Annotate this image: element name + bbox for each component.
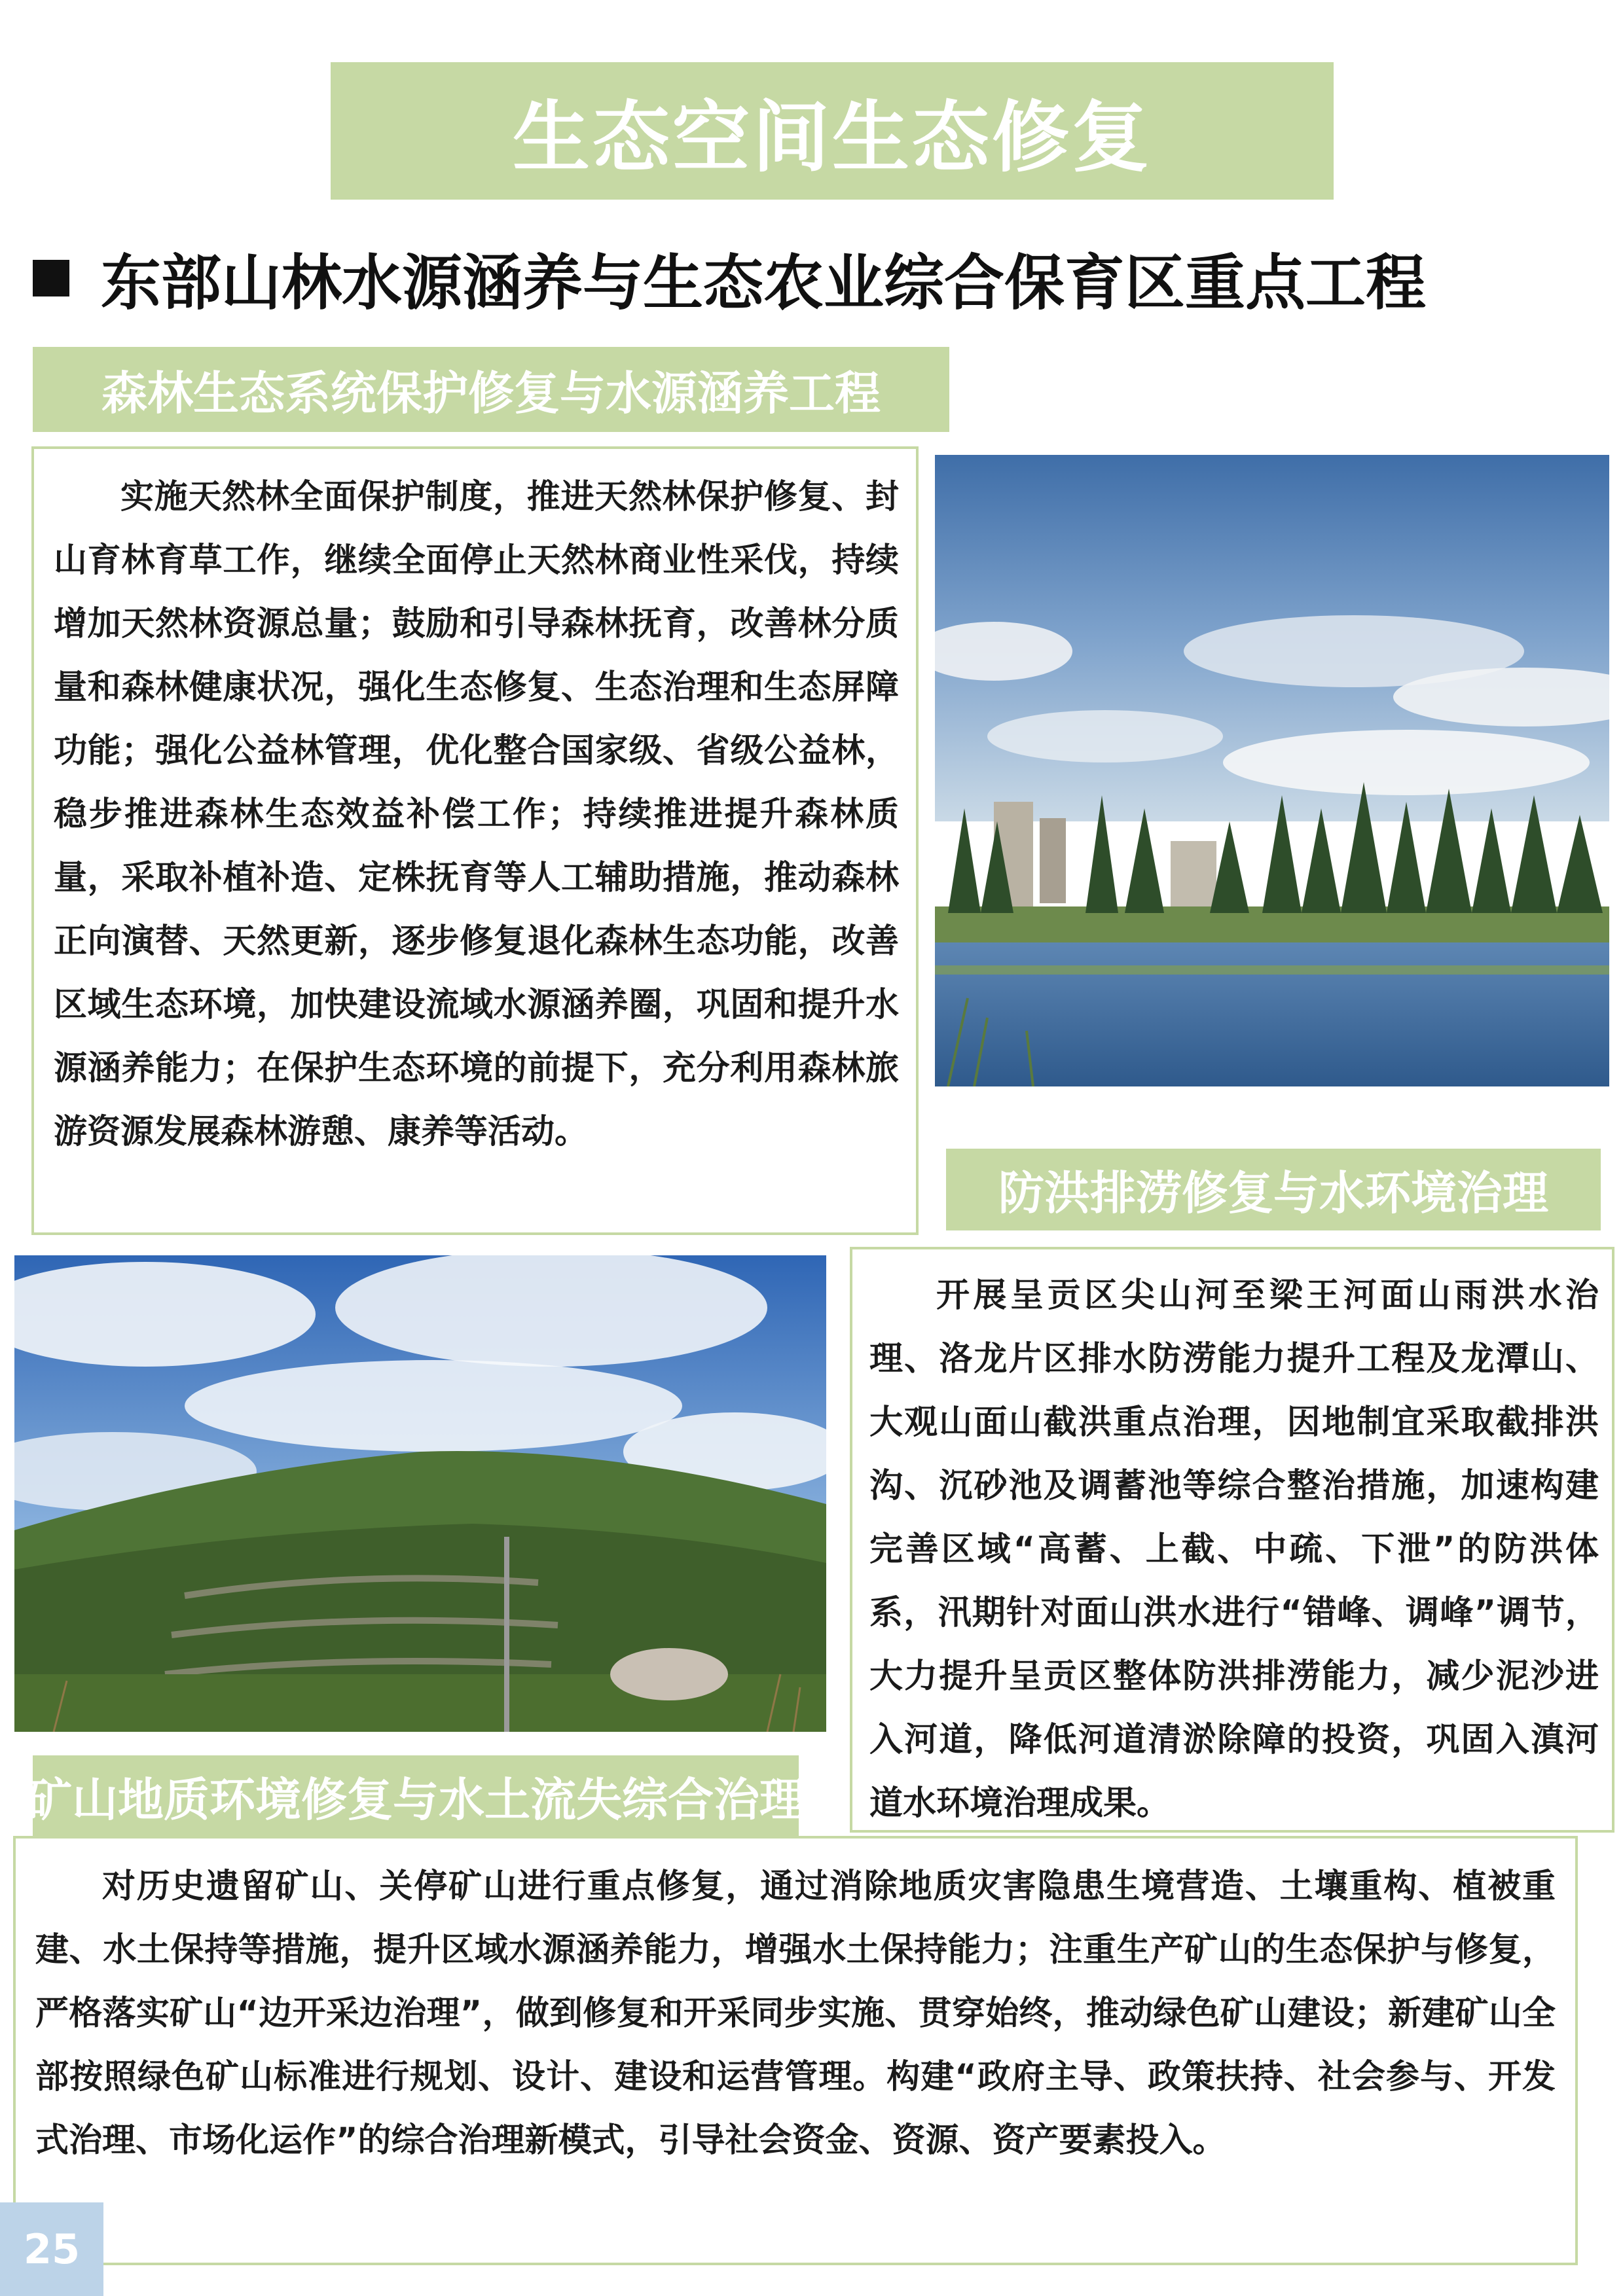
section-heading <box>33 236 1591 321</box>
section-heading-text: 东部山林水源涵养与生态农业综合保育区重点工程 <box>101 248 1427 318</box>
flood-section-body: 开展呈贡区尖山河至梁王河面山雨洪水治理、洛龙片区排水防涝能力提升工程及龙潭山、大观山面山截洪重点治理，因地制宜采取截排洪沟、沉砂池及调蓄池等综合整治措施，加速构建完善区域“高蓄、上截、中疏、下泄”的防洪体系，汛期针对面山洪水进行“错峰、调峰”调节，大力提升呈贡区整体防洪排涝能力，减少泥沙进入河道，降低河道清淤除障的投资，巩固入滇河道水环境治理成果。 <box>869 1276 1599 1823</box>
mine-section-body: 对历史遗留矿山、关停矿山进行重点修复，通过消除地质灾害隐患生境营造、土壤重构、植被重建、水土保持等措施，提升区域水源涵养能力，增强水土保持能力；注重生产矿山的生态保护与修复，严格落实矿山“边开采边治理”，做到修复和开采同步实施、贯穿始终，推动绿色矿山建设；新建矿山全部按照绿色矿山标准进行规划、设计、建设和运营管理。构建“政府主导、政策扶持、社会参与、开发式治理、市场化运作”的综合治理新模式，引导社会资金、资源、资产要素投入。 <box>35 1867 1556 2160</box>
forest-section-textbox <box>31 446 919 1235</box>
lake-forest-photo <box>935 455 1609 1086</box>
hill-terrace-photo <box>14 1255 826 1732</box>
forest-section-title: 森林生态系统保护修复与水源涵养工程 <box>101 366 881 420</box>
flood-section-title: 防洪排涝修复与水环境治理 <box>998 1166 1548 1220</box>
flood-section-banner <box>946 1149 1601 1230</box>
page-number-badge <box>0 2202 103 2296</box>
main-title-banner <box>331 62 1334 200</box>
bullet-square-icon <box>33 260 69 296</box>
mine-section-textbox <box>13 1836 1578 2265</box>
mine-section-banner <box>26 1755 805 1837</box>
mine-section-title: 矿山地质环境修复与水土流失综合治理 <box>26 1773 805 1827</box>
forest-section-banner <box>33 347 949 432</box>
flood-section-textbox <box>850 1247 1614 1833</box>
forest-section-body: 实施天然林全面保护制度，推进天然林保护修复、封山育林育草工作，继续全面停止天然林商业性采伐，持续增加天然林资源总量；鼓励和引导森林抚育，改善林分质量和森林健康状况，强化生态修复、生态治理和生态屏障功能；强化公益林管理，优化整合国家级、省级公益林，稳步推进森林生态效益补偿工作；持续推进提升森林质量，采取补植补造、定株抚育等人工辅助措施，推动森林正向演替、天然更新，逐步修复退化森林生态功能，改善区域生态环境，加快建设流域水源涵养圈，巩固和提升水源涵养能力；在保护生态环境的前提下，充分利用森林旅游资源发展森林游憩、康养等活动。 <box>54 478 899 1151</box>
main-title: 生态空间生态修复 <box>512 92 1152 183</box>
page-number: 25 <box>23 2225 81 2273</box>
